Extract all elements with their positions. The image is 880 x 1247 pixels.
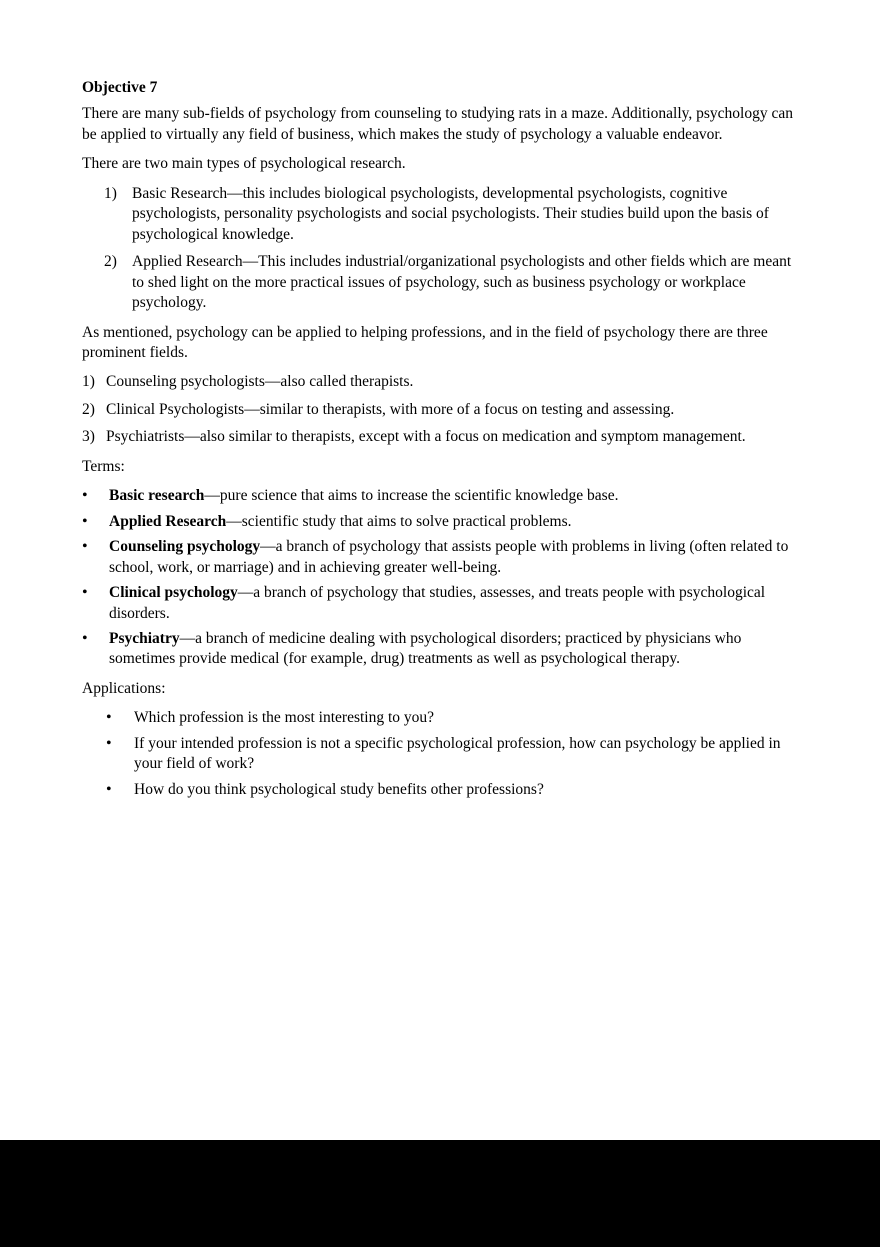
list-item <box>82 708 798 728</box>
list-item-text: Psychiatrists—also similar to therapists, except with a focus on medication and symptom management. <box>106 428 746 446</box>
terms-list <box>82 486 798 670</box>
list-item <box>82 537 798 578</box>
list-item <box>82 734 798 775</box>
list-item <box>82 512 798 532</box>
list-marker: 3) <box>82 428 95 446</box>
term-name: Psychiatry <box>109 629 180 647</box>
list-item-text: Applied Research—This includes industrial/organizational psychologists and other fields which are meant to shed light on the more practical issues of psychology, such as business psychology or workplace psychology. <box>132 253 792 312</box>
list-item-text: Counseling psychologists—also called therapists. <box>106 373 414 391</box>
list-marker: 1) <box>104 184 117 202</box>
terms-label: Terms: <box>82 457 125 475</box>
applications-list <box>82 708 798 800</box>
term-name: Counseling psychology <box>109 538 261 556</box>
document-content <box>82 78 798 809</box>
list-item <box>82 184 798 245</box>
list-item <box>82 372 798 392</box>
list-item <box>82 583 798 624</box>
list-item <box>82 780 798 800</box>
research-types-list <box>82 184 798 314</box>
list-item-text: Which profession is the most interesting to you? <box>134 709 435 727</box>
intro-paragraph: There are many sub-fields of psychology from counseling to studying rats in a maze. Additionally, psychology can be applied to virtually any field of business, which makes the study of psychology a valuable endeavor. <box>82 105 793 143</box>
helping-professions-lead-in: As mentioned, psychology can be applied to helping professions, and in the field of psychology there are three prominent fields. <box>82 323 768 361</box>
list-item-text: How do you think psychological study benefits other professions? <box>134 780 544 798</box>
term-definition: —pure science that aims to increase the scientific knowledge base. <box>204 487 619 505</box>
list-item <box>82 252 798 313</box>
list-item-text: Basic Research—this includes biological psychologists, developmental psychologists, cognitive psychologists, personality psychologists and social psychologists. Their studies build upon the basis of psychological knowledge. <box>132 184 769 243</box>
applications-label: Applications: <box>82 679 166 697</box>
term-definition: —a branch of medicine dealing with psychological disorders; practiced by physicians who sometimes provide medical (for example, drug) treatments as well as psychological therapy. <box>109 629 742 668</box>
list-item <box>82 400 798 420</box>
bullet-icon: • <box>106 734 112 752</box>
list-marker: 2) <box>104 253 117 271</box>
bullet-icon: • <box>106 780 112 798</box>
term-name: Basic research <box>109 487 205 505</box>
list-item-text: If your intended profession is not a specific psychological profession, how can psychology be applied in your field of work? <box>134 734 781 773</box>
term-definition: —a branch of psychology that assists people with problems in living (often related to school, work, or marriage) and in achieving greater well-being. <box>109 538 789 576</box>
bullet-icon: • <box>82 512 88 530</box>
bullet-icon: • <box>106 709 112 727</box>
list-item <box>82 486 798 506</box>
research-lead-in: There are two main types of psychological research. <box>82 155 406 173</box>
page-bottom-band <box>0 1140 880 1247</box>
list-marker: 1) <box>82 373 95 391</box>
list-item <box>82 427 798 447</box>
list-item <box>82 629 798 670</box>
term-definition: —a branch of psychology that studies, assesses, and treats people with psychological disorders. <box>109 584 766 622</box>
bullet-icon: • <box>82 538 88 556</box>
term-name: Clinical psychology <box>109 584 238 602</box>
list-item-text: Clinical Psychologists—similar to therapists, with more of a focus on testing and assessing. <box>106 400 675 418</box>
bullet-icon: • <box>82 629 88 647</box>
term-name: Applied Research <box>109 512 227 530</box>
bullet-icon: • <box>82 584 88 602</box>
list-marker: 2) <box>82 400 95 418</box>
bullet-icon: • <box>82 487 88 505</box>
prominent-fields-list <box>82 372 798 447</box>
term-definition: —scientific study that aims to solve practical problems. <box>226 512 572 530</box>
page-title: Objective 7 <box>82 79 158 96</box>
